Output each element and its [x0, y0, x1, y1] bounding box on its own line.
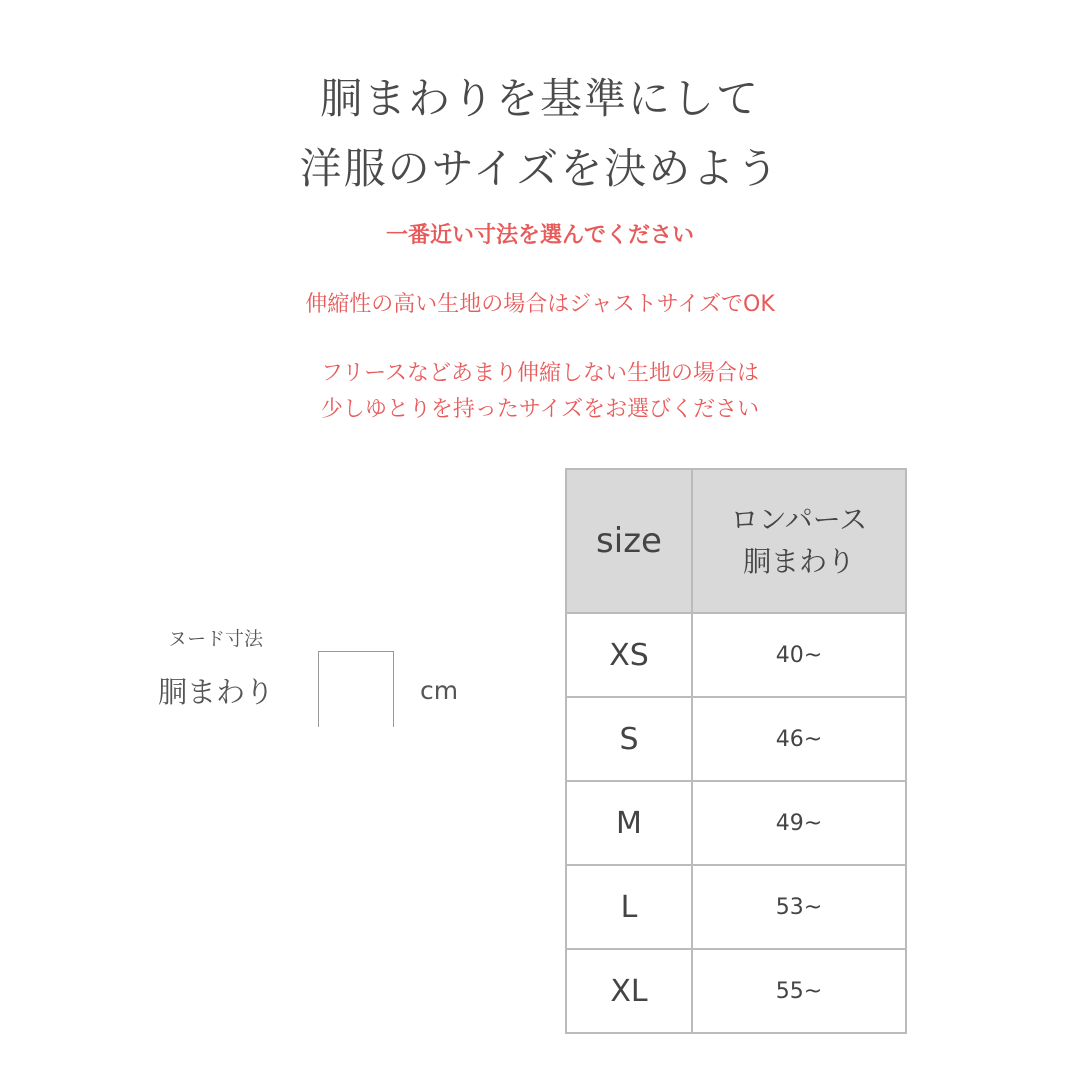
size-chart-header-row [566, 469, 906, 613]
size-chart-table [565, 468, 907, 1034]
table-row [566, 613, 906, 697]
waist-label: 胴まわり [158, 675, 275, 709]
header-rompers-line-2: 胴まわり [742, 545, 855, 578]
fleece-note-line-1: フリースなどあまり伸縮しない生地の場合は [320, 361, 760, 386]
stretch-fabric-note: 伸縮性の高い生地の場合はジャストサイズでOK [305, 292, 775, 317]
fleece-note-line-2: 少しゆとりを持ったサイズをお選びください [320, 397, 760, 422]
page-title-line-2: 洋服のサイズを決めよう [299, 144, 781, 193]
header-rompers-line-1: ロンパース [730, 503, 868, 536]
page-title-line-1: 胴まわりを基準にして [319, 74, 760, 123]
waist-cell: 53~ [692, 865, 906, 949]
waist-cell: 40~ [692, 613, 906, 697]
size-cell: L [566, 865, 692, 949]
waist-cell: 46~ [692, 697, 906, 781]
waist-input-box[interactable] [318, 651, 394, 727]
nude-measurement-caption: ヌード寸法 [168, 628, 264, 650]
size-cell: XS [566, 613, 692, 697]
size-cell: S [566, 697, 692, 781]
table-row [566, 949, 906, 1033]
table-row [566, 865, 906, 949]
header-size: size [566, 469, 692, 613]
unit-label: cm [420, 676, 459, 705]
waist-cell: 55~ [692, 949, 906, 1033]
table-row [566, 697, 906, 781]
instruction-note: 一番近い寸法を選んでください [385, 223, 694, 248]
size-cell: XL [566, 949, 692, 1033]
table-row [566, 781, 906, 865]
waist-cell: 49~ [692, 781, 906, 865]
header-rompers-waist [692, 469, 906, 613]
size-cell: M [566, 781, 692, 865]
